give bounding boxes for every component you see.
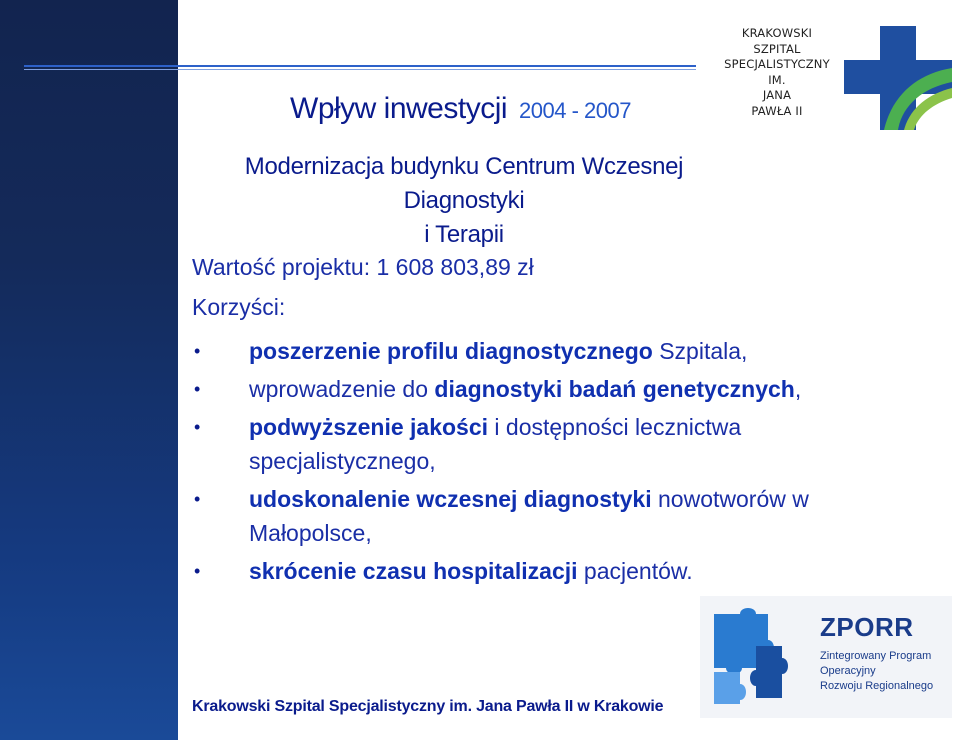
bullet-icon: • [194, 341, 201, 361]
bullet-text: nowotworów w [651, 486, 809, 512]
logo-line: KRAKOWSKI [741, 26, 813, 40]
bullet-bold: podwyższenie jakości [249, 414, 489, 440]
project-value: Wartość projektu: 1 608 803,89 zł [192, 254, 534, 280]
list-item [192, 334, 809, 368]
bullet-icon: • [194, 489, 201, 509]
zporr-logo [700, 596, 952, 718]
blue-cross-icon [844, 26, 952, 130]
bullet-text: , [794, 376, 802, 402]
list-item [192, 554, 809, 588]
slide-title [290, 92, 631, 126]
bullet-bold: poszerzenie profilu diagnostycznego [249, 338, 653, 364]
benefits-list [192, 334, 809, 592]
bullet-icon: • [194, 379, 201, 399]
bullet-icon: • [194, 417, 201, 437]
subtitle-line-1: Modernizacja budynku Centrum Wczesnej Diagnostyki [244, 153, 684, 214]
header-rule-thin [24, 69, 696, 70]
list-item [192, 482, 809, 550]
title-years: 2004 - 2007 [519, 98, 631, 123]
puzzle-icon [710, 606, 802, 706]
logo-line: SPECJALISTYCZNY [724, 57, 830, 71]
bullet-text: wprowadzenie do [249, 376, 435, 402]
zporr-name: ZPORR [820, 612, 914, 642]
header-rule [24, 65, 696, 67]
bullet-bold: udoskonalenie wczesnej diagnostyki [249, 486, 652, 512]
bullet-text-continued: specjalistycznego, [249, 448, 436, 474]
slide-subtitle [196, 150, 732, 252]
slide-footer: Krakowski Szpital Specjalistyczny im. Jana Pawła II w Krakowie [192, 698, 664, 715]
bullet-text-continued: Małopolsce, [249, 520, 372, 546]
hospital-logo [718, 26, 954, 134]
benefits-label: Korzyści: [192, 294, 286, 320]
subtitle-line-2: i Terapii [424, 221, 504, 248]
logo-line: JANA [762, 88, 792, 102]
bullet-icon: • [194, 561, 201, 581]
hospital-logo-text [718, 26, 836, 119]
logo-line: SZPITAL [753, 41, 801, 56]
bullet-bold: skrócenie czasu hospitalizacji [249, 558, 578, 584]
bullet-text: Szpitala, [652, 338, 748, 364]
list-item [192, 410, 809, 478]
zporr-line: Operacyjny [820, 665, 876, 677]
bullet-bold: diagnostyki badań genetycznych [434, 376, 795, 402]
zporr-line: Rozwoju Regionalnego [820, 680, 934, 692]
left-sidebar-band [0, 0, 178, 740]
title-main: Wpływ inwestycji [290, 92, 508, 125]
list-item [192, 372, 809, 406]
zporr-line: Zintegrowany Program [820, 650, 932, 662]
bullet-text: pacjentów. [577, 558, 693, 584]
bullet-text: i dostępności lecznictwa [488, 414, 742, 440]
logo-line: PAWŁA II [751, 103, 803, 118]
logo-line: IM. [768, 72, 786, 87]
